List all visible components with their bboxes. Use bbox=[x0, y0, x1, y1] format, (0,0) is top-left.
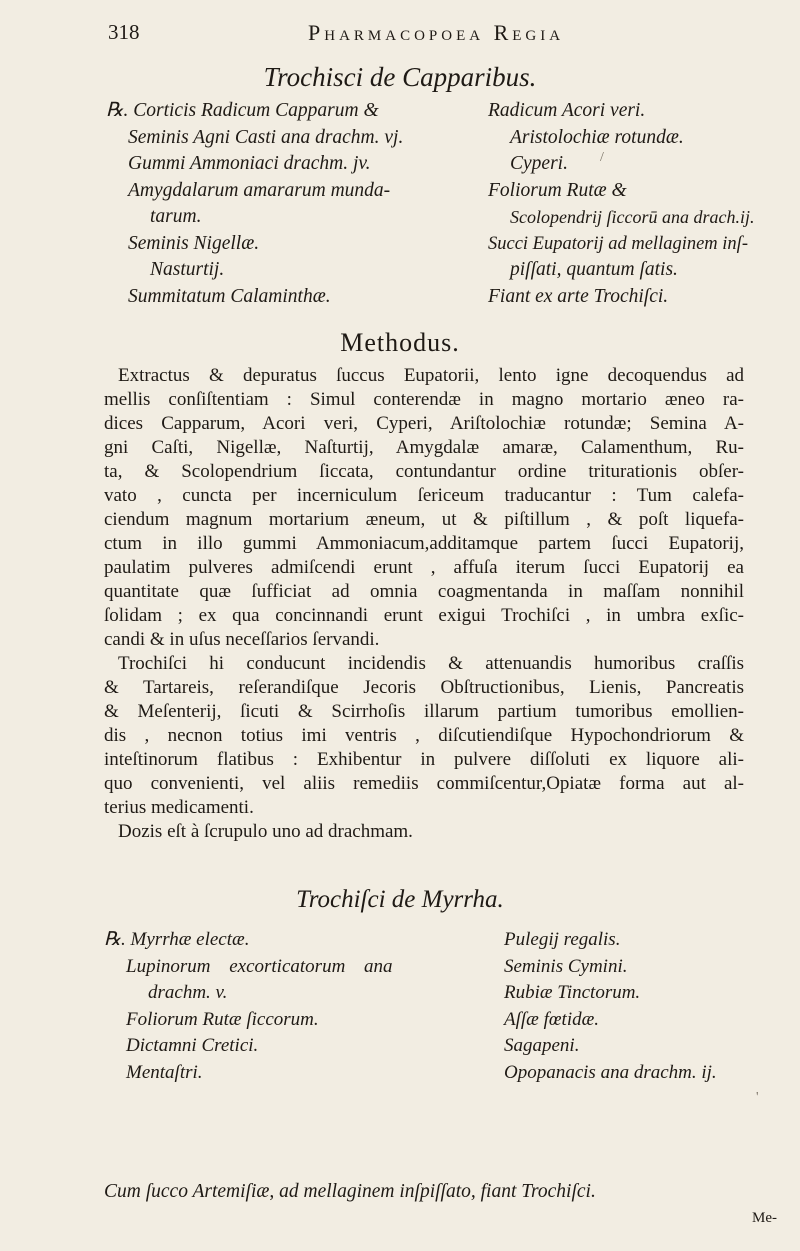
recipe2-left-column bbox=[104, 927, 393, 1086]
recipe1-left-line: ℞. Corticis Radicum Capparum & bbox=[106, 100, 379, 121]
paragraph-line: vato , cuncta per incerniculum ſericeum traducantur : Tum calefa- bbox=[104, 485, 744, 506]
recipe1-left-line: Seminis Agni Casti ana drachm. vj. bbox=[128, 126, 404, 148]
ink-mark: ' bbox=[756, 1090, 759, 1105]
paragraph-line: ſolidam ; ex qua concinnandi erunt exigui Trochiſci , in umbra exſic- bbox=[104, 605, 744, 626]
recipe2-right-line: Seminis Cymini. bbox=[504, 955, 628, 977]
recipe2-heading: Trochiſci de Myrrha. bbox=[296, 886, 504, 913]
recipe1-left-line: Nasturtij. bbox=[150, 259, 225, 280]
paragraph-line: Trochiſci hi conducunt incidendis & attenuandis humoribus craſſis bbox=[118, 653, 744, 674]
paragraph-line: inteſtinorum flatibus : Exhibentur in pulvere diſſoluti ex liquore ali- bbox=[104, 749, 744, 770]
paragraph-line: terius medicamenti. bbox=[104, 797, 254, 818]
recipe2-right-line: Sagapeni. bbox=[504, 1035, 580, 1056]
recipe1-right-column bbox=[488, 98, 754, 310]
recipe2-right-line: Aſſæ fœtidæ. bbox=[504, 1008, 600, 1030]
recipe2-right-line: Pulegij regalis. bbox=[504, 929, 621, 950]
recipe1-right-line: piſſati, quantum ſatis. bbox=[510, 259, 678, 280]
method-paragraph-2 bbox=[104, 652, 744, 820]
paragraph-line: mellis conſiſtentiam : Simul conterendæ in magno mortario æneo ra- bbox=[104, 389, 744, 410]
paragraph-line: paulatim pulveres admiſcendi erunt , affuſa iterum ſucci Eupatorij ea bbox=[104, 557, 744, 578]
recipe1-right-line: Cyperi. bbox=[510, 153, 568, 174]
recipe2-right-line: Rubiæ Tinctorum. bbox=[504, 982, 641, 1003]
running-title: Pharmacopoea Regia bbox=[308, 20, 565, 45]
dose-line: Dozis eſt à ſcrupulo uno ad drachmam. bbox=[118, 821, 413, 842]
recipe2-left-line: ℞. Myrrhæ electæ. bbox=[104, 929, 250, 950]
method-paragraph-1 bbox=[104, 364, 744, 652]
paragraph-line: ciendum magnum mortarium æneum, ut & piſtillum , & poſt liquefa- bbox=[104, 509, 744, 530]
recipe2-left-line: Foliorum Rutæ ſiccorum. bbox=[126, 1008, 319, 1030]
recipe1-right-line: Aristolochiæ rotundæ. bbox=[510, 126, 684, 148]
dose-paragraph bbox=[104, 820, 744, 844]
ink-mark: / bbox=[600, 150, 604, 165]
recipe1-right-line: Fiant ex arte Trochiſci. bbox=[488, 285, 669, 307]
catchword: Me- bbox=[752, 1210, 777, 1226]
recipe1-left-line: Summitatum Calaminthæ. bbox=[128, 285, 331, 307]
paragraph-line: quo convenienti, vel aliis remediis commiſcentur,Opiatæ forma aut al- bbox=[104, 773, 744, 794]
paragraph-line: Extractus & depuratus ſuccus Eupatorii, lento igne decoquendus ad bbox=[118, 365, 744, 386]
paragraph-line: ctum in illo gummi Ammoniacum,additamque partem ſucci Eupatorij, bbox=[104, 533, 744, 554]
paragraph-line: quantitate quæ ſufficiat ad omnia coagmentanda in maſſam nonnihil bbox=[104, 581, 744, 602]
recipe2-left-line: Dictamni Cretici. bbox=[126, 1035, 259, 1056]
recipe2-closing-line: Cum ſucco Artemiſiæ, ad mellaginem inſpiſſato, fiant Trochiſci. bbox=[104, 1181, 596, 1202]
recipe1-right-line: Scolopendrij ſiccorū ana drach.ij. bbox=[510, 207, 755, 227]
recipe2-right-line: Opopanacis ana drachm. ij. bbox=[504, 1061, 717, 1083]
method-title: Methodus. bbox=[340, 328, 460, 357]
recipe1-left-line: Gummi Ammoniaci drachm. jv. bbox=[128, 153, 371, 174]
paragraph-line: & Meſenterij, ſicuti & Scirrhoſis illarum partium tumoribus emollien- bbox=[104, 701, 744, 722]
recipe1-right-line: Foliorum Rutæ & bbox=[488, 179, 627, 201]
recipe1-right-line: Succi Eupatorij ad mellaginem inſ- bbox=[488, 233, 748, 254]
recipe2-left-line: Mentaſtri. bbox=[126, 1061, 203, 1083]
page-number: 318 bbox=[108, 20, 140, 44]
recipe1-right-line: Radicum Acori veri. bbox=[488, 100, 646, 121]
recipe1-left-column bbox=[106, 98, 403, 310]
recipe1-heading: Trochisci de Capparibus. bbox=[263, 62, 537, 92]
paragraph-line: & Tartareis, reſerandiſque Jecoris Obſtructionibus, Lienis, Pancreatis bbox=[104, 677, 744, 698]
paragraph-line: dices Capparum, Acori veri, Cyperi, Ariſtolochiæ rotundæ; Semina A- bbox=[104, 413, 744, 434]
recipe1-left-line: Seminis Nigellæ. bbox=[128, 232, 260, 254]
recipe1-left-line: Amygdalarum amararum munda- bbox=[128, 179, 391, 201]
paragraph-line: candi & in uſus neceſſarios ſervandi. bbox=[104, 629, 380, 650]
recipe2-left-line: Lupinorum excorticatorum ana bbox=[126, 955, 393, 977]
paragraph-line: ta, & Scolopendrium ſiccata, contundantur ordine triturationis obſer- bbox=[104, 461, 744, 482]
paragraph-line: dis , necnon totius imi ventris , diſcutiendiſque Hypochondriorum & bbox=[104, 725, 744, 746]
running-head bbox=[108, 18, 768, 48]
recipe2-right-column bbox=[482, 927, 717, 1086]
recipe1-left-line: tarum. bbox=[150, 206, 202, 227]
recipe2-left-line: drachm. v. bbox=[148, 982, 228, 1003]
paragraph-line: gni Caſti, Nigellæ, Naſturtij, Amygdalæ amaræ, Calamenthum, Ru- bbox=[104, 437, 744, 458]
